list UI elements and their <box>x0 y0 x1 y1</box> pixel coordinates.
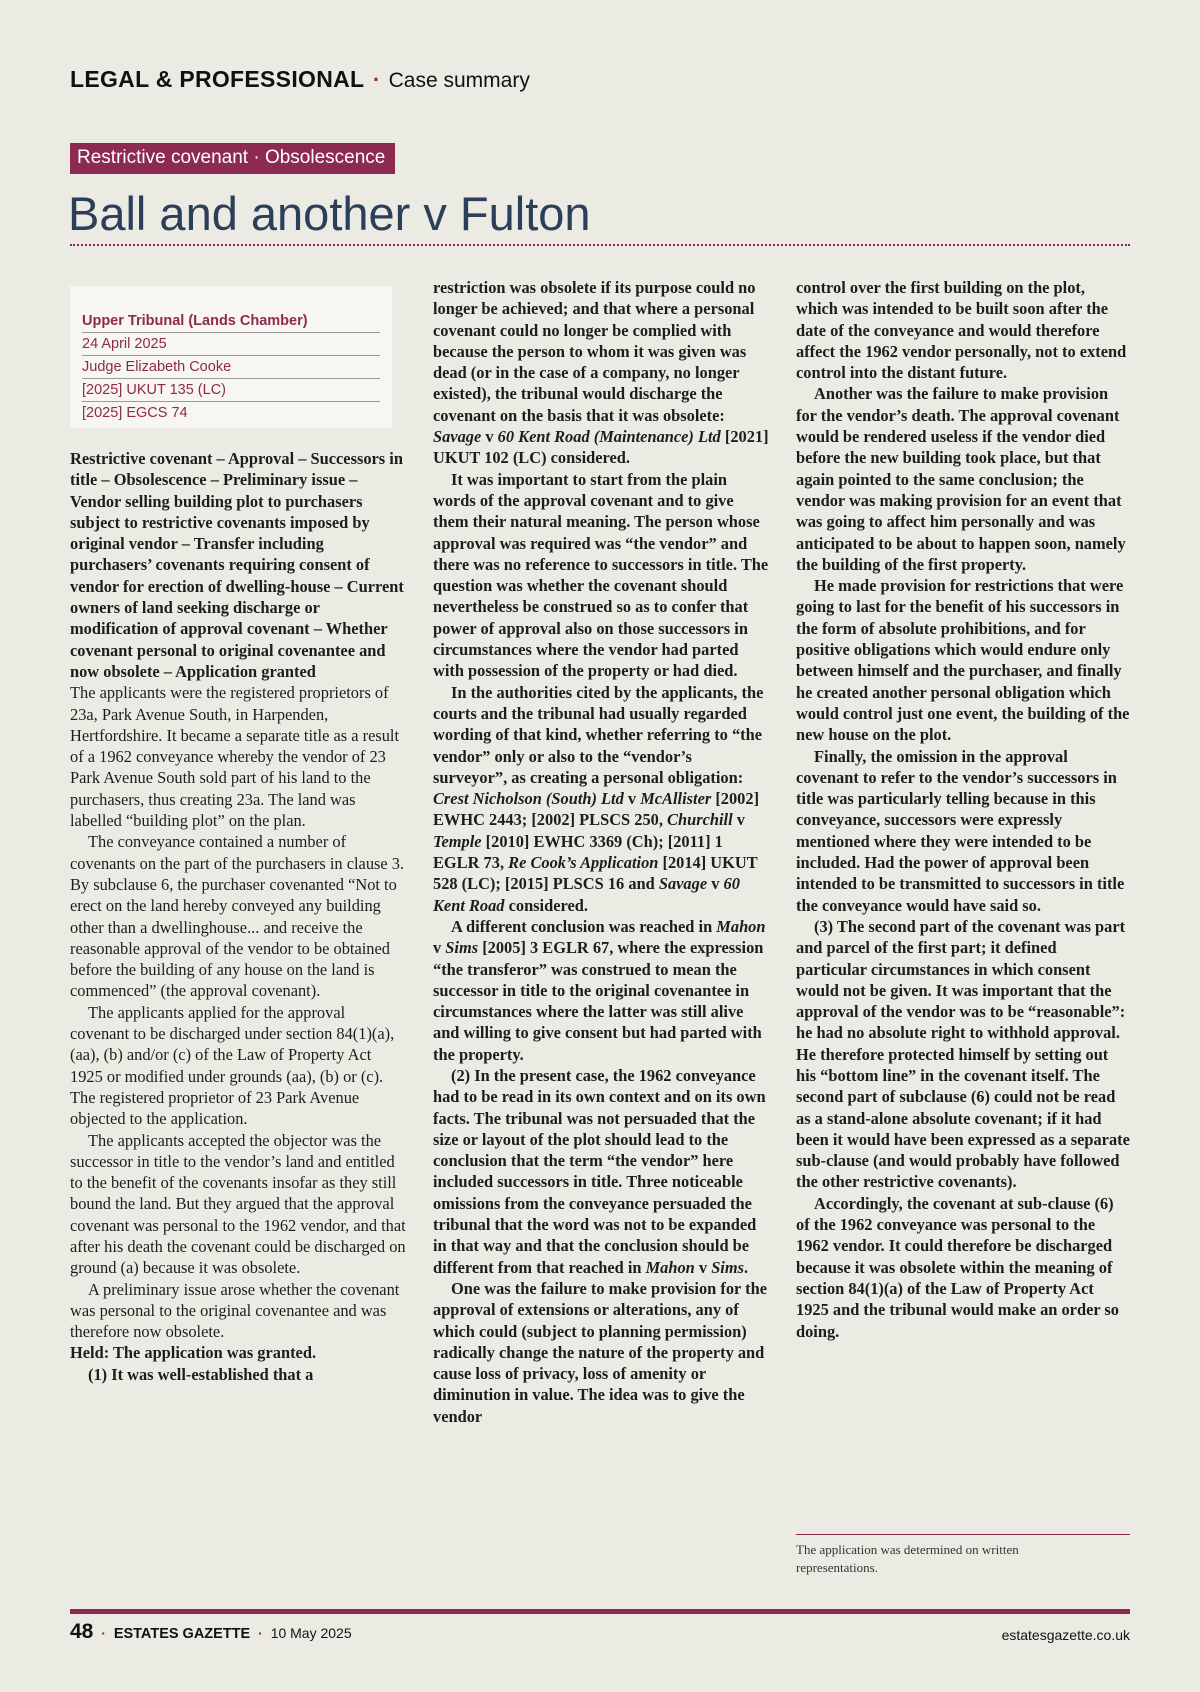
neutral-citation: [2025] UKUT 135 (LC) <box>82 379 380 402</box>
publication-name: ESTATES GAZETTE <box>113 1626 251 1642</box>
paragraph: It was important to start from the plain words of the approval covenant and to give them their natural meaning. The person whose approval was required was “the vendor” and there was no reference to successors in title. The question was whether the covenant should nevertheless be construed so as to confer that power of approval also on those successors in circumstances where the vendor had parted with possession of the property or had died. <box>433 469 769 681</box>
note-divider <box>796 1534 1130 1535</box>
paragraph: A different conclusion was reached in Mahon v Sims [2005] 3 EGLR 67, where the expression “the transferor” was construed to mean the successor in title to the original covenantee in circumstances where the latter was still alive and willing to give consent but had parted with the property. <box>433 916 766 1064</box>
paragraph: A preliminary issue arose whether the covenant was personal to the original covenantee and was therefore now obsolete. <box>70 1279 400 1342</box>
paragraph: Accordingly, the covenant at sub-clause (6) of the 1962 conveyance was personal to the 1962 vendor. It could therefore be discharged because it was obsolete within the meaning of section 84(1)(a) of the Law of Property Act 1925 and the tribunal would make an order so doing. <box>796 1193 1120 1341</box>
column-1 <box>70 448 406 1385</box>
paragraph: control over the first building on the plot, which was intended to be built soon after the date of the conveyance and would therefore affect the 1962 vendor personally, not to extend control into the distant future. <box>796 278 1127 383</box>
paragraph: He made provision for restrictions that were going to last for the benefit of his successors in the form of absolute prohibitions, and for positive obligations which would endure only between himself and the purchaser, and finally he created another personal obligation which would control just one event, the building of the new house on the plot. <box>796 576 1130 745</box>
paragraph: restriction was obsolete if its purpose could no longer be achieved; and that where a personal covenant could no longer be complied with because the person to whom it was given was dead (or in the case of a company, no longer existed), the tribunal would discharge the covenant on the basis that it was obsolete: Savage v 60 Kent Road (Maintenance) Ltd [2021] UKUT 102 (LC) considered. <box>433 278 769 468</box>
paragraph: In the authorities cited by the applicants, the courts and the tribunal had usually regarded wording of that kind, whether referring to “the vendor” only or also to the “vendor’s surveyor”, as creating a personal obligation: Crest Nicholson (South) Ltd v McAllister [2002] EWHC 2443; [2002] PLSCS 250, Churchill v Temple [2010] EWHC 3369 (Ch); [2011] 1 EGLR 73, Re Cook’s Application [2014] UKUT 528 (LC); [2015] PLSCS 16 and Savage v 60 Kent Road considered. <box>433 682 764 915</box>
paragraph: Another was the failure to make provision for the vendor’s death. The approval covenant would be rendered useless if the vendor died before the new building took place, but that again pointed to the same conclusion; the vendor was making provision for an event that was going to affect him personally and was anticipated to be about to happen soon, namely the building of the first property. <box>796 384 1126 574</box>
paragraph: (1) It was well-established that a <box>88 1364 314 1384</box>
paragraph: (3) The second part of the covenant was part and parcel of the first part; it defined particular circumstances in which consent would not be given. It was important that the approval of the vendor was to be “reasonable”: he had no absolute right to withhold approval. He therefore protected himself by setting out his “bottom line” in the covenant itself. The second part of subclause (6) could not be read as a stand-alone absolute covenant; if it had been it would have been expressed as a separate sub-clause (and would probably have followed the other restrictive covenants). <box>796 916 1130 1192</box>
section-name: LEGAL & PROFESSIONAL <box>70 66 365 92</box>
paragraph: The applicants were the registered proprietors of 23a, Park Avenue South, in Harpenden, Hertfordshire. It became a separate title as a result of a 1962 conveyance whereby the vendor of 23 Park Avenue South sold part of his land to the purchasers, thus creating 23a. The land was labelled “building plot” on the plan. <box>70 683 400 831</box>
case-info-box <box>70 286 392 428</box>
court-name: Upper Tribunal (Lands Chamber) <box>82 310 380 333</box>
column-3 <box>796 277 1130 1342</box>
judgment-date: 24 April 2025 <box>82 333 380 356</box>
paragraph: The applicants applied for the approval covenant to be discharged under section 84(1)(a), (aa), (b) and/or (c) of the Law of Property Act 1925 or modified under grounds (aa), (b) or (c). The registered proprietor of 23 Park Avenue objected to the application. <box>70 1002 395 1129</box>
page-number: 48 <box>70 1620 94 1643</box>
paragraph: (2) In the present case, the 1962 conveyance had to be read in its own context and on its own facts. The tribunal was not persuaded that the size or layout of the plot should lead to the conclusion that the term “the vendor” here included successors in title. Three noticeable omissions from the conveyance persuaded the tribunal that the word was not to be expanded in that way and that the conclusion should be different from that reached in Mahon v Sims. <box>433 1065 766 1277</box>
held-heading: Held: The application was granted. <box>70 1343 317 1363</box>
footer-separator: · <box>101 1625 106 1641</box>
paragraph: Finally, the omission in the approval covenant to refer to the vendor’s successors in title was particularly telling because in this conveyance, successors were expressly mentioned where they were intended to be included. Had the power of approval been intended to be transmitted to successors in title the conveyance would have said so. <box>796 746 1125 915</box>
paragraph: One was the failure to make provision for the approval of extensions or alterations, any of which could (subject to planning permission) radically change the nature of the property and cause loss of privacy, loss of amenity or diminution in value. The idea was to give the vendor <box>433 1278 767 1426</box>
subsection-name: Case summary <box>388 69 530 92</box>
paragraph: The conveyance contained a number of covenants on the part of the purchasers in clause 3. By subclause 6, the purchaser covenanted “Not to erect on the land hereby conveyed any building other than a dwellinghouse... and receive the reasonable approval of the vendor to be obtained before the building of any house on the land is commenced” (the approval covenant). <box>70 832 405 1001</box>
judge-name: Judge Elizabeth Cooke <box>82 356 380 379</box>
title-divider <box>70 244 1130 246</box>
header-separator: · <box>372 67 381 92</box>
column-2 <box>433 277 769 1427</box>
footer-separator: · <box>258 1625 263 1641</box>
paragraph: The applicants accepted the objector was the successor in title to the vendor’s land and entitled to the benefit of the covenants insofar as they still bound the land. But they argued that the approval covenant was personal to the 1962 vendor, and that after his death the covenant could be discharged on ground (a) because it was obsolete. <box>70 1130 406 1278</box>
headnote: Restrictive covenant – Approval – Successors in title – Obsolescence – Preliminary issue – Vendor selling building plot to purchasers subject to restrictive covenants imposed by original vendor – Transfer including purchasers’ covenants requiring consent of vendor for erection of dwelling-house – Current owners of land seeking discharge or modification of approval covenant – Whether covenant personal to original covenantee and now obsolete – Application granted <box>70 449 404 681</box>
topic-tag: Restrictive covenant · Obsolescence <box>70 143 395 174</box>
egcs-citation: [2025] EGCS 74 <box>82 405 188 421</box>
section-header <box>70 66 530 93</box>
issue-date: 10 May 2025 <box>270 1625 352 1641</box>
footer-divider <box>70 1609 1130 1614</box>
website-url: estatesgazette.co.uk <box>1001 1627 1130 1643</box>
procedure-note: The application was determined on written representations. <box>796 1542 1019 1575</box>
footer-folio <box>70 1620 352 1644</box>
article-title: Ball and another v Fulton <box>68 187 591 240</box>
